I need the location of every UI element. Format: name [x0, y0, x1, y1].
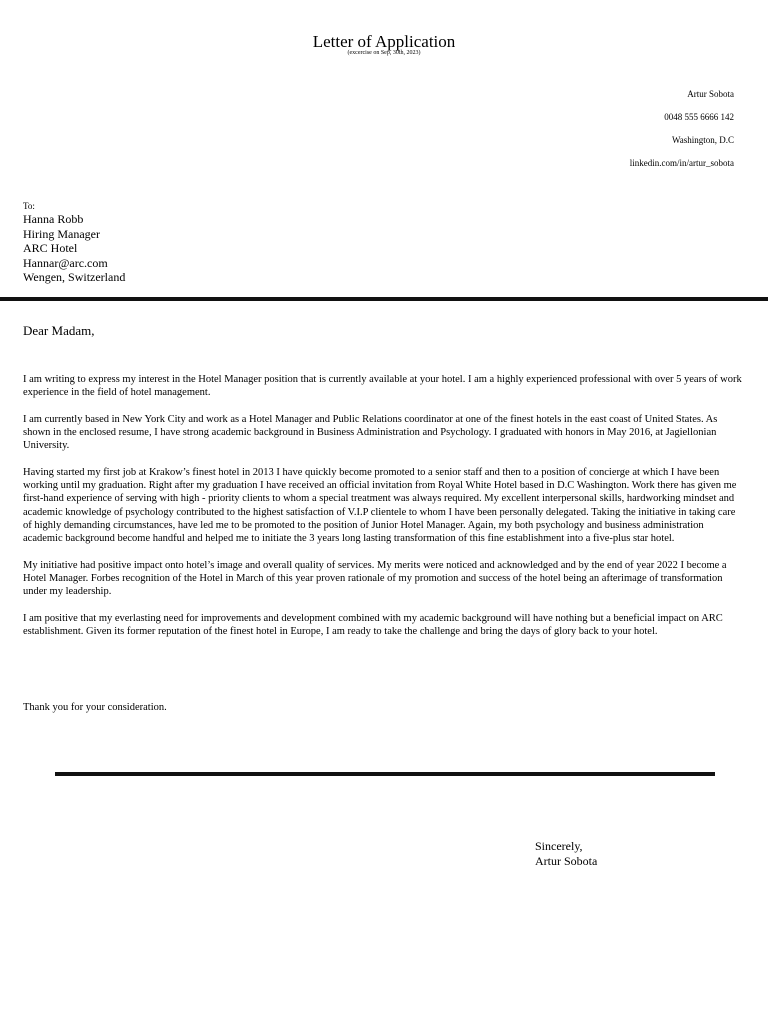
recipient-name: Hanna Robb [23, 212, 84, 226]
sender-block [630, 89, 734, 181]
recipient-block [23, 200, 125, 285]
signature-name: Artur Sobota [535, 853, 598, 868]
body-paragraph: I am positive that my everlasting need for improvements and development combined with my academic background will have nothing but a beneficial impact on ARC establishment. Given its former reputation of the finest hotel in Europe, I am ready to take the challenge and bring the days of glory back to your hotel. [23, 612, 723, 638]
sender-city: Washington, D.C [671, 135, 734, 145]
sender-linkedin: linkedin.com/in/artur_sobota [629, 158, 734, 168]
bottom-divider [55, 772, 715, 776]
sender-phone: 0048 555 6666 142 [664, 112, 734, 122]
closing-line: Thank you for your consideration. [23, 702, 167, 713]
letter-subtitle: (excercise on Sep, 30th, 2023) [347, 50, 421, 56]
top-divider [0, 297, 768, 301]
letter-title: Letter of Application [312, 32, 456, 51]
salutation: Dear Madam, [23, 323, 95, 338]
body-paragraph: I am currently based in New York City and work as a Hotel Manager and Public Relations coordinator at one of the finest hotels in the east coast of United States. As shown in the enclosed resume, I have strong academic background in Business Administration and Psychology. I graduated with honors in May 2016, at Jagiellonian University. [23, 413, 718, 452]
body-paragraph: My initiative had positive impact onto hotel’s image and overall quality of services. My merits were noticed and acknowledged and by the end of year 2022 I become a Hotel Manager. Forbes recognition of the Hotel in March of this year proven rationale of my promotion and success of the hotel being an afterimage of transformation under my leadership. [23, 559, 727, 598]
letter-body [23, 373, 743, 652]
sender-name: Artur Sobota [687, 89, 734, 99]
recipient-company: ARC Hotel [23, 241, 78, 255]
recipient-email: Hannar@arc.com [23, 255, 108, 270]
body-paragraph: I am writing to express my interest in the Hotel Manager position that is currently available at your hotel. I am a highly experienced professional with over 5 years of work experience in the field of hotel management. [23, 374, 742, 399]
signoff-block [535, 839, 597, 868]
body-paragraph: Having started my first job at Krakow’s finest hotel in 2013 I have quickly become promoted to a senior staff and then to a position of concierge at which I have been working until my graduation. Right after my graduation I have received an official invitation from Royal White Hotel based in D.C Washington. Work there has given me first-hand experience of serving with high - priority clients to whom a special treatment was always required. My excellent interpersonal skills, hardworking mindset and academic knowledge of psychology contributed to the highest satisfaction of V.I.P clientele to whom I have been personally delegated. Taking the initiative in taking care of highly demanding circumstances, have led me to be promoted to the position of Junior Hotel Manager. Again, my both psychology and business administration academic background become handful and helped me to initiate the 3 years long lasting transformation of this fine establishment into a five-plus star hotel. [23, 467, 737, 545]
recipient-position: Hiring Manager [23, 226, 100, 241]
recipient-to-label: To: [23, 201, 35, 211]
signoff-text: Sincerely, [535, 839, 583, 853]
recipient-location: Wengen, Switzerland [23, 270, 126, 284]
